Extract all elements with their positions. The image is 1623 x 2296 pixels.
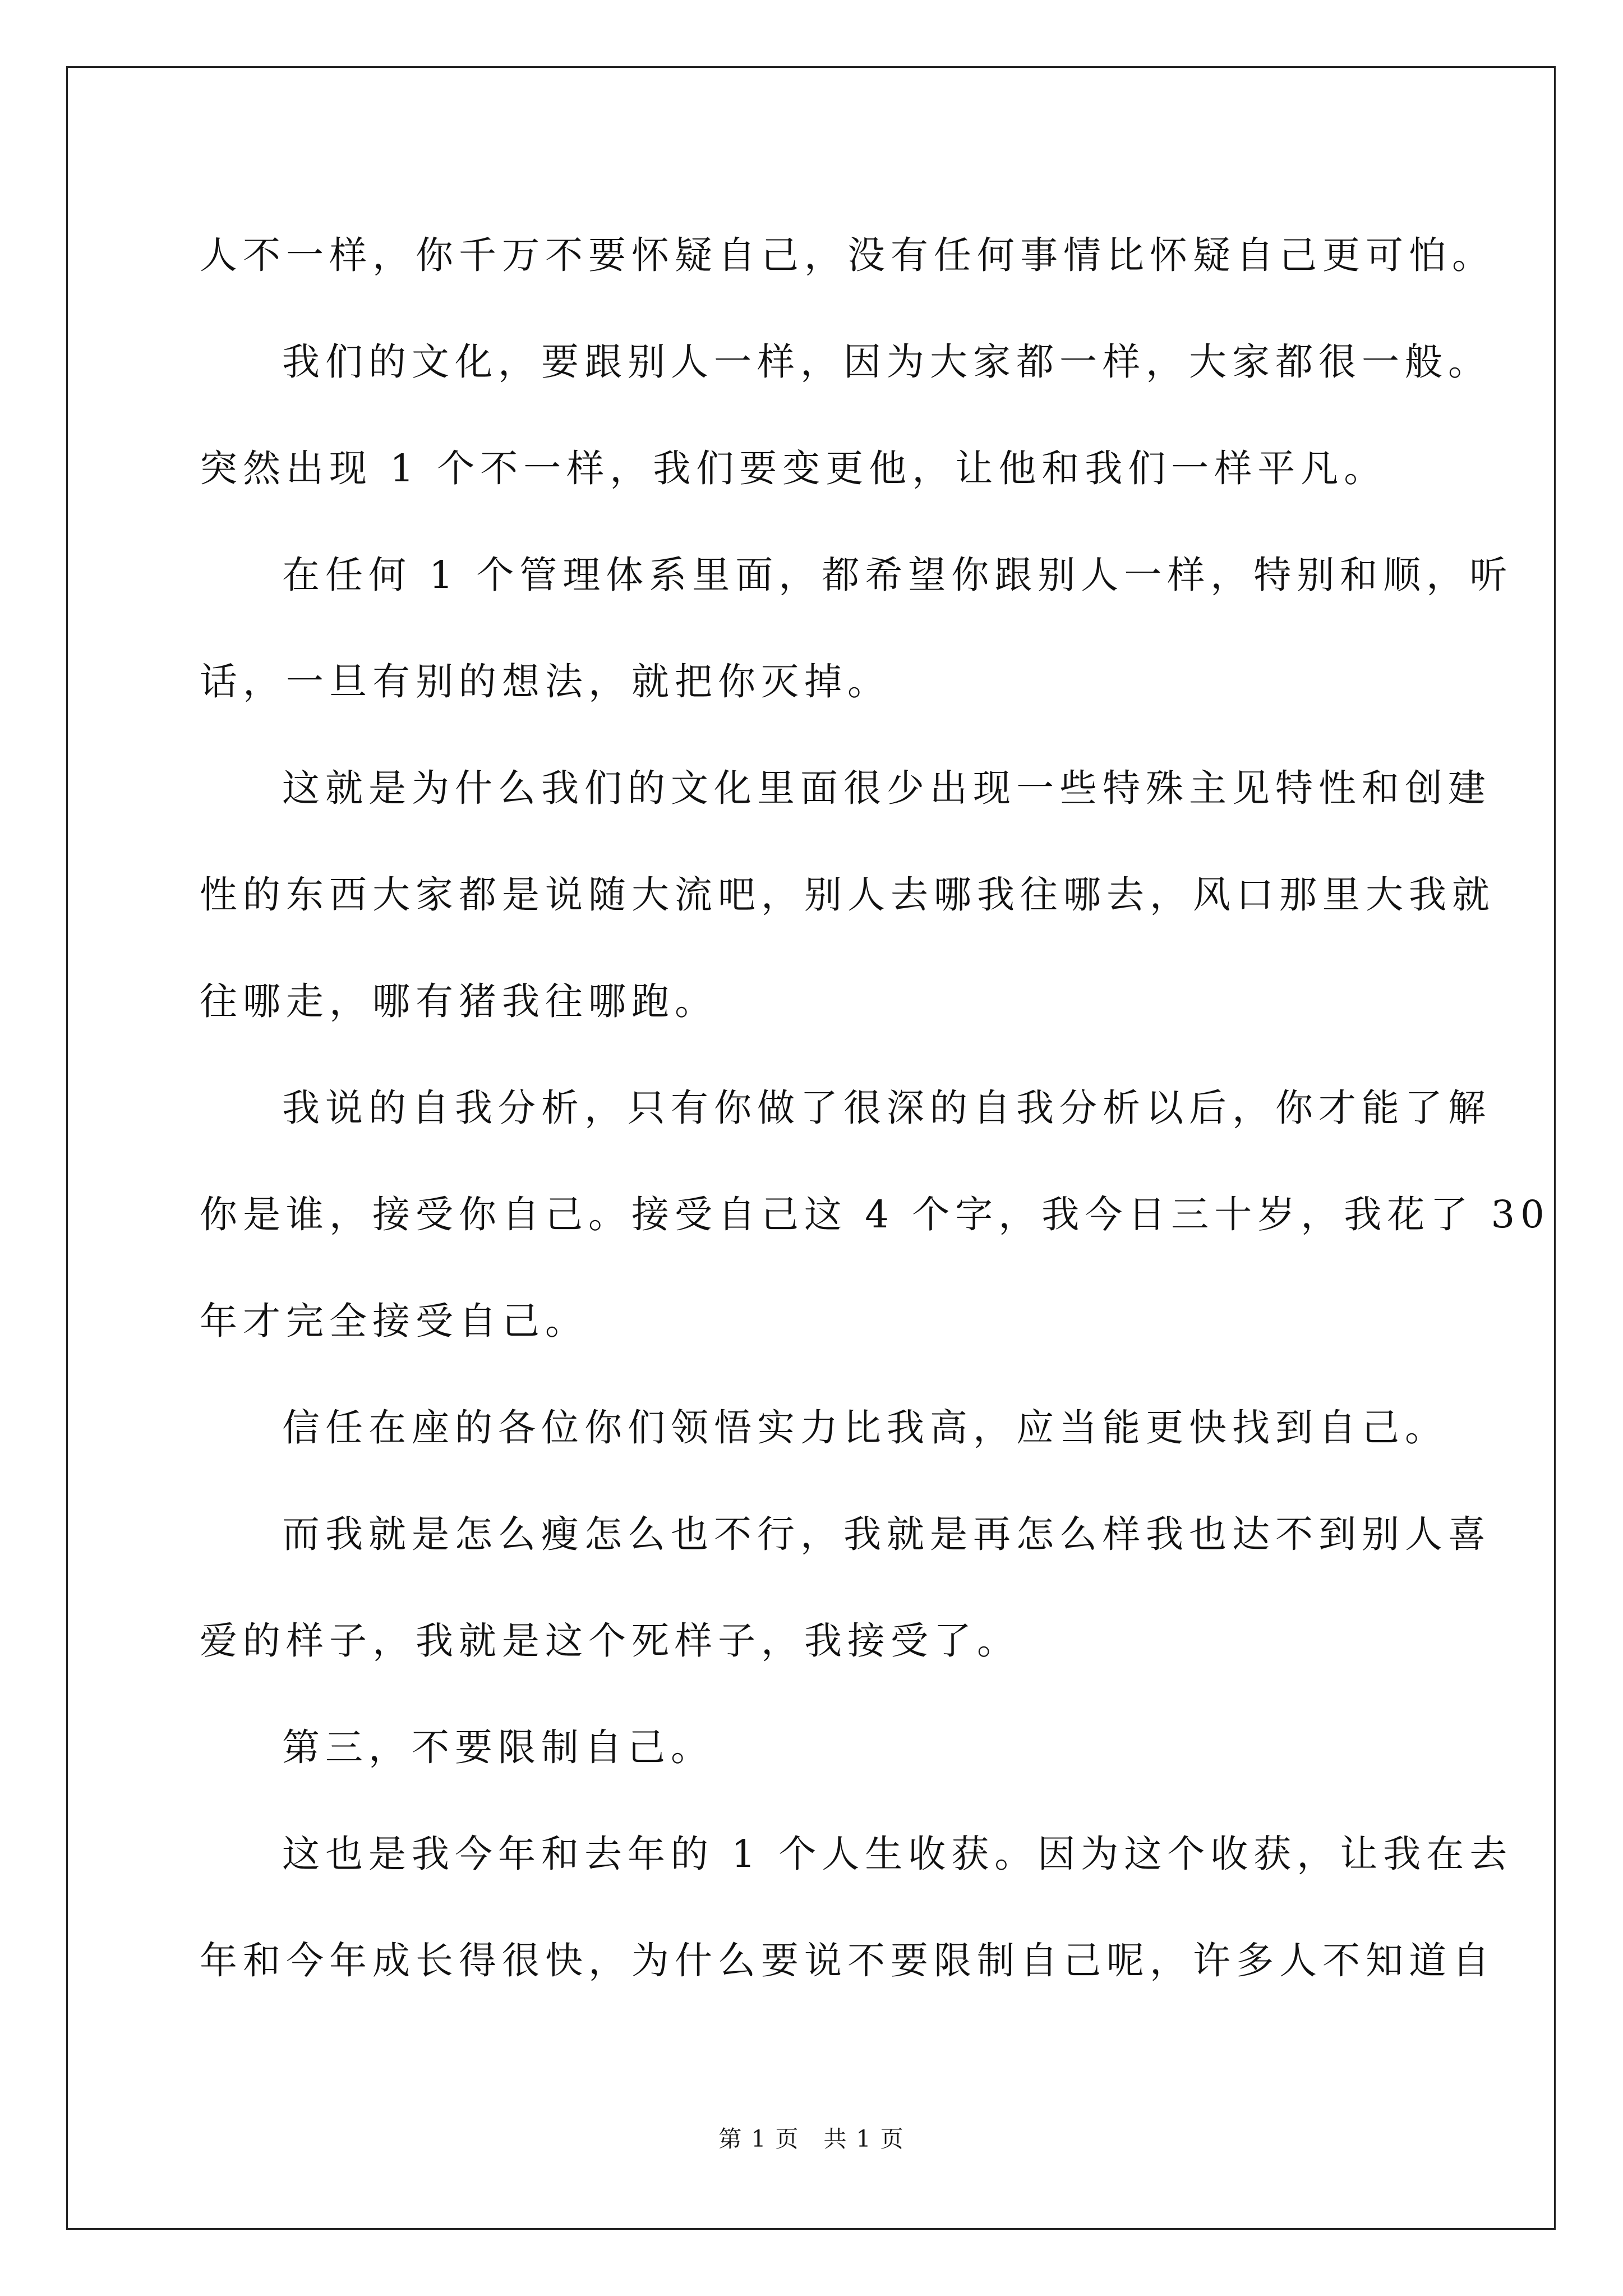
text-line: 这就是为什么我们的文化里面很少出现一些特殊主见特性和创建 — [282, 766, 1491, 810]
document-body — [200, 202, 1550, 2014]
text-line: 你是谁，接受你自己。接受自己这 4 个字，我今日三十岁，我花了 30 — [200, 1193, 1550, 1236]
text-line: 在任何 1 个管理体系里面，都希望你跟别人一样，特别和顺，听 — [282, 553, 1513, 597]
text-line: 突然出现 1 个不一样，我们要变更他，让他和我们一样平凡。 — [200, 447, 1387, 490]
text-line: 我们的文化，要跟别人一样，因为大家都一样，大家都很一般。 — [282, 340, 1491, 384]
text-line: 信任在座的各位你们领悟实力比我高，应当能更快找到自己。 — [282, 1406, 1448, 1450]
text-line: 话，一旦有别的想法，就把你灭掉。 — [200, 660, 891, 703]
text-line: 人不一样，你千万不要怀疑自己，没有任何事情比怀疑自己更可怕。 — [200, 233, 1495, 277]
text-line: 我说的自我分析，只有你做了很深的自我分析以后，你才能了解 — [282, 1086, 1491, 1130]
text-line: 性的东西大家都是说随大流吧，别人去哪我往哪去，风口那里大我就 — [200, 873, 1495, 917]
text-line: 第三，不要限制自己。 — [282, 1726, 714, 1769]
text-line: 这也是我今年和去年的 1 个人生收获。因为这个收获，让我在去 — [282, 1832, 1513, 1876]
page-number-footer: 第 1 页 共 1 页 — [718, 2125, 905, 2152]
text-line: 而我就是怎么瘦怎么也不行，我就是再怎么样我也达不到别人喜 — [282, 1512, 1491, 1556]
text-line: 往哪走，哪有猪我往哪跑。 — [200, 979, 718, 1023]
text-line: 爱的样子，我就是这个死样子，我接受了。 — [200, 1619, 1020, 1663]
text-line: 年才完全接受自己。 — [200, 1299, 588, 1343]
text-line: 年和今年成长得很快，为什么要说不要限制自己呢，许多人不知道自 — [200, 1939, 1495, 1982]
